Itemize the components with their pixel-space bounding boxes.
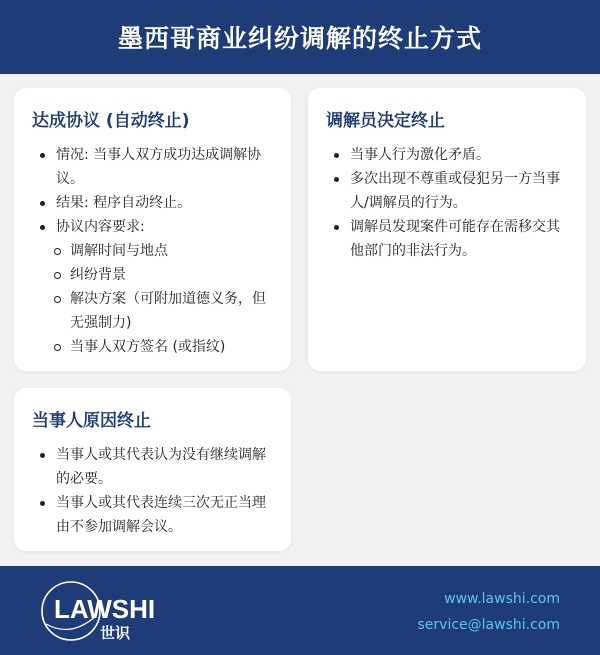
mediator-card bbox=[308, 88, 586, 371]
bullet-icon bbox=[40, 501, 45, 506]
email-link[interactable]: service@lawshi.com bbox=[417, 617, 560, 633]
circle-bullet-icon bbox=[54, 344, 61, 351]
list-item: 情况: 当事人双方成功达成调解协议。 bbox=[32, 143, 273, 191]
sub-list-item: 解决方案（可附加道德义务，但无强制力) bbox=[32, 287, 273, 335]
list-item: 当事人或其代表认为没有继续调解的必要。 bbox=[32, 443, 273, 491]
list-item: 多次出现不尊重或侵犯另一方当事人/调解员的行为。 bbox=[326, 167, 568, 215]
sub-list-item: 纠纷背景 bbox=[32, 263, 273, 287]
list-item: 协议内容要求: bbox=[32, 215, 273, 239]
bullet-icon bbox=[334, 225, 339, 230]
circle-bullet-icon bbox=[54, 272, 61, 279]
bullet-icon bbox=[334, 177, 339, 182]
circle-bullet-icon bbox=[54, 296, 61, 303]
party-list bbox=[32, 443, 273, 539]
bullet-icon bbox=[40, 201, 45, 206]
header-banner bbox=[0, 0, 600, 74]
bullet-icon bbox=[40, 153, 45, 158]
bullet-icon bbox=[40, 225, 45, 230]
party-card-title: 当事人原因终止 bbox=[32, 411, 151, 431]
list-item: 结果: 程序自动终止。 bbox=[32, 191, 273, 215]
page-title: 墨西哥商业纠纷调解的终止方式 bbox=[117, 24, 482, 53]
party-card bbox=[14, 388, 291, 551]
mediator-card-title: 调解员决定终止 bbox=[326, 111, 445, 131]
list-item: 当事人或其代表连续三次无正当理由不参加调解会议。 bbox=[32, 491, 273, 539]
agreement-card bbox=[14, 88, 291, 371]
list-item: 调解员发现案件可能存在需移交其他部门的非法行为。 bbox=[326, 215, 568, 263]
lawshi-logo bbox=[40, 580, 160, 642]
logo-wordmark: LAWSHI bbox=[54, 594, 156, 624]
contact-info bbox=[418, 586, 560, 638]
website-link[interactable]: www.lawshi.com bbox=[444, 591, 560, 607]
mediator-list bbox=[326, 143, 568, 263]
circle-bullet-icon bbox=[54, 248, 61, 255]
sub-list-item: 调解时间与地点 bbox=[32, 239, 273, 263]
sub-list-item: 当事人双方签名 (或指纹) bbox=[32, 335, 273, 359]
list-item: 当事人行为激化矛盾。 bbox=[326, 143, 568, 167]
logo-chinese: 世识 bbox=[100, 624, 131, 642]
bullet-icon bbox=[40, 453, 45, 458]
agreement-card-title: 达成协议 (自动终止) bbox=[32, 111, 190, 131]
footer bbox=[0, 566, 600, 655]
agreement-list bbox=[32, 143, 273, 359]
bullet-icon bbox=[334, 153, 339, 158]
